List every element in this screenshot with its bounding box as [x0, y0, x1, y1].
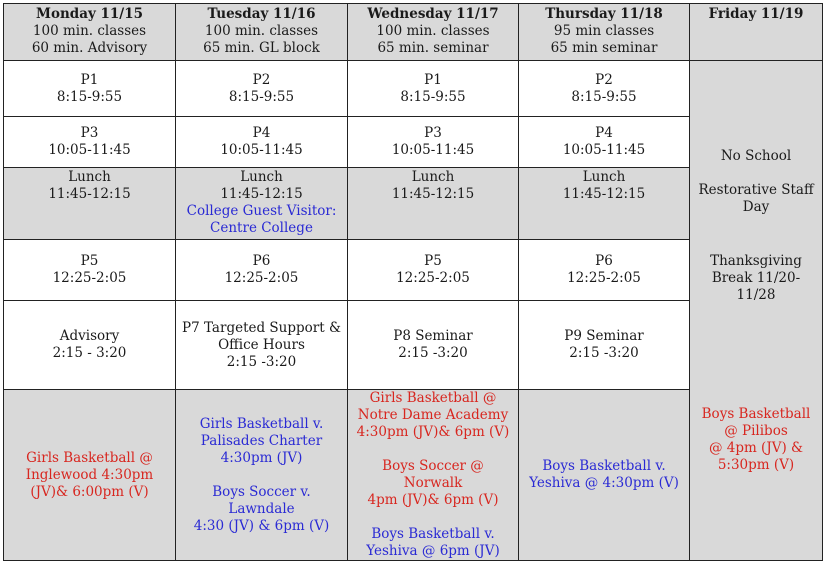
event-text: Yeshiva @ 4:30pm (V)	[529, 475, 679, 491]
cell-wednesday-p1	[348, 61, 519, 117]
period-row-1	[4, 61, 823, 117]
thanksgiving-label: Break 11/20-11/28	[711, 269, 801, 303]
event-text: 4pm (JV)& 6pm (V)	[367, 492, 499, 508]
event-text: (JV)& 6:00pm (V)	[30, 483, 149, 500]
period-label: P8 Seminar	[393, 328, 473, 344]
event-text: Centre College	[210, 220, 313, 236]
event-text: Boys Soccer v. Lawndale	[212, 483, 311, 517]
period-label: Lunch	[582, 169, 626, 185]
event-text: Palisades Charter	[200, 432, 323, 449]
period-time: 8:15-9:55	[571, 88, 637, 105]
event-text: College Guest Visitor:	[186, 203, 337, 219]
period-time: 8:15-9:55	[400, 88, 466, 105]
event-text: Girls Basketball @	[26, 449, 153, 466]
period-label: Lunch	[411, 169, 455, 185]
event-text: 4:30pm (JV)& 6pm (V)	[356, 424, 510, 440]
event-text: Girls Basketball @	[369, 390, 497, 406]
header-row	[4, 4, 823, 61]
period-time: 10:05-11:45	[48, 142, 131, 158]
period-label: P9 Seminar	[564, 328, 644, 344]
cell-wednesday-events	[348, 390, 519, 561]
period-label: Lunch	[68, 169, 111, 185]
cell-monday-lunch	[4, 168, 176, 240]
period-time: 10:05-11:45	[220, 142, 303, 158]
period-label: P4	[252, 125, 271, 141]
cell-wednesday-lunch	[348, 168, 519, 240]
period-label: P2	[595, 71, 613, 88]
event-text: Notre Dame Academy	[357, 407, 509, 423]
cell-monday-p5	[4, 240, 176, 301]
cell-tuesday-events	[176, 390, 348, 561]
period-time: 10:05-11:45	[391, 142, 475, 158]
event-text: Boys Basketball	[701, 405, 811, 422]
period-label: P4	[595, 125, 613, 141]
event-text: 5:30pm (V)	[717, 456, 795, 473]
event-text: Yeshiva @ 6pm (JV)	[366, 543, 500, 559]
event-text: Boys Basketball v.	[371, 526, 495, 542]
period-label: P1	[80, 71, 99, 88]
event-text: Boys Basketball v.	[542, 458, 666, 474]
cell-monday-advisory	[4, 301, 176, 390]
period-time: 8:15-9:55	[228, 88, 295, 105]
cell-thursday-p4	[519, 117, 690, 168]
event-text: @ 4pm (JV) &	[708, 439, 804, 456]
cell-tuesday-p4	[176, 117, 348, 168]
period-time: 12:25-2:05	[396, 270, 470, 286]
period-time: 2:15 -3:20	[398, 345, 468, 361]
restorative-label: Restorative Staff	[698, 181, 814, 198]
header-tuesday	[176, 4, 348, 61]
period-label: P5	[80, 253, 99, 269]
period-time: 11:45-12:15	[562, 186, 646, 202]
cell-monday-p3	[4, 117, 176, 168]
event-text: Boys Soccer @ Norwalk	[382, 458, 484, 491]
day-subtitle: 60 min. Advisory	[31, 40, 148, 56]
event-text: Girls Basketball v.	[199, 415, 324, 432]
thanksgiving-label: Thanksgiving	[710, 252, 802, 269]
period-label: P6	[252, 253, 271, 269]
cell-monday-p1	[4, 61, 176, 117]
cell-thursday-events	[519, 390, 690, 561]
cell-thursday-p6	[519, 240, 690, 301]
cell-tuesday-p7	[176, 301, 348, 390]
event-text: @ Pilibos	[724, 422, 788, 439]
day-title: Wednesday 11/17	[367, 6, 499, 22]
day-title: Friday 11/19	[708, 6, 804, 22]
cell-wednesday-p3	[348, 117, 519, 168]
cell-tuesday-lunch	[176, 168, 348, 240]
day-subtitle: 100 min. classes	[32, 23, 147, 39]
cell-monday-events	[4, 390, 176, 561]
day-subtitle: 65 min. GL block	[203, 40, 320, 56]
cell-tuesday-p2	[176, 61, 348, 117]
restorative-label: Day	[742, 198, 770, 215]
header-friday	[690, 4, 823, 61]
period-time: 12:25-2:05	[224, 270, 299, 286]
day-subtitle: 65 min. seminar	[377, 40, 489, 56]
header-monday	[4, 4, 176, 61]
period-time: 12:25-2:05	[567, 270, 641, 286]
period-label: P6	[595, 253, 613, 269]
day-title: Monday 11/15	[36, 6, 143, 22]
period-label: P1	[424, 71, 442, 88]
period-time: 11:45-12:15	[391, 186, 475, 202]
event-text: Inglewood 4:30pm	[25, 466, 154, 483]
header-thursday	[519, 4, 690, 61]
period-time: 2:15 -3:20	[569, 345, 639, 361]
period-time: 11:45-12:15	[48, 186, 131, 202]
period-label: P2	[252, 71, 271, 88]
no-school-label: No School	[720, 147, 792, 164]
cell-wednesday-p5	[348, 240, 519, 301]
period-time: 2:15 -3:20	[226, 353, 297, 370]
cell-wednesday-p8	[348, 301, 519, 390]
cell-friday	[690, 61, 823, 561]
day-subtitle: 65 min seminar	[550, 40, 658, 56]
day-title: Thursday 11/18	[545, 6, 663, 22]
cell-thursday-p9	[519, 301, 690, 390]
event-text: 4:30 (JV) & 6pm (V)	[193, 517, 330, 534]
period-time: 2:15 - 3:20	[52, 345, 127, 361]
period-label: Advisory	[59, 328, 120, 344]
weekly-schedule-table	[3, 3, 823, 561]
period-time: 8:15-9:55	[56, 88, 123, 105]
cell-thursday-p2	[519, 61, 690, 117]
period-label: P3	[424, 125, 442, 141]
period-time: 10:05-11:45	[562, 142, 646, 158]
period-label: P7 Targeted Support &	[182, 319, 341, 336]
period-time: 11:45-12:15	[220, 186, 303, 202]
period-label: P3	[80, 125, 99, 141]
day-subtitle: 100 min. classes	[376, 23, 490, 39]
period-time: 12:25-2:05	[52, 270, 127, 286]
cell-thursday-lunch	[519, 168, 690, 240]
event-text: 4:30pm (JV)	[220, 449, 303, 466]
day-subtitle: 95 min classes	[553, 23, 655, 39]
day-subtitle: 100 min. classes	[204, 23, 319, 39]
day-title: Tuesday 11/16	[207, 6, 316, 22]
cell-tuesday-p6	[176, 240, 348, 301]
period-label: Lunch	[240, 169, 283, 185]
header-wednesday	[348, 4, 519, 61]
period-label: Office Hours	[218, 336, 305, 353]
period-label: P5	[424, 253, 442, 269]
